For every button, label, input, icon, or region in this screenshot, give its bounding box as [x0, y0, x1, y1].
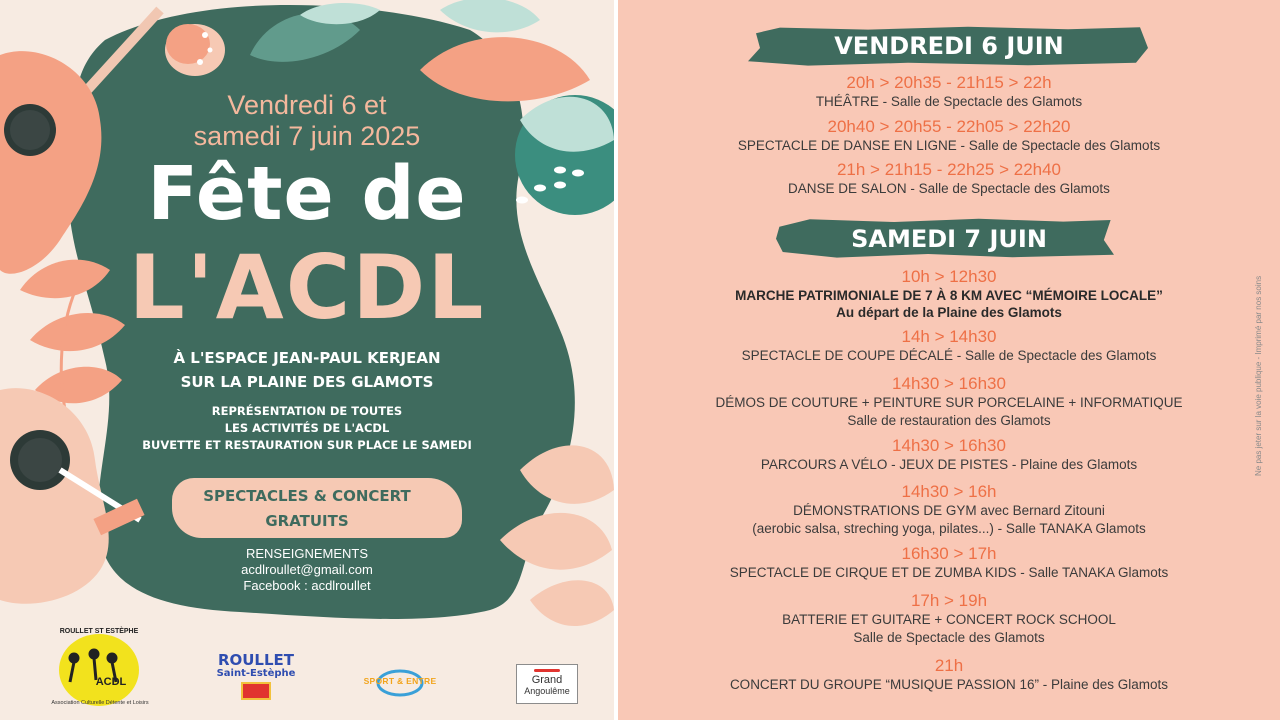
day2-title: SAMEDI 7 JUIN [851, 225, 1047, 253]
grand-logo-1: Grand [531, 674, 563, 686]
shield-icon [241, 682, 271, 700]
schedule-panel [618, 0, 1280, 720]
event-item [618, 116, 1280, 155]
event-time: 14h > 14h30 [901, 327, 997, 346]
activities-text [0, 403, 614, 454]
sport-logo-text: SPORT & ENTRE [363, 676, 437, 686]
event-time: 20h > 20h35 - 21h15 > 22h [846, 73, 1052, 92]
event-desc: DÉMONSTRATIONS DE GYM avec Bernard Zitouni [793, 503, 1105, 518]
date-line-1: Vendredi 6 et [227, 90, 387, 120]
sport-logo [348, 676, 452, 686]
event-desc: SPECTACLE DE DANSE EN LIGNE - Salle de Spectacle des Glamots [737, 138, 1161, 153]
spectacles-text [0, 484, 614, 534]
roullet-logo [216, 652, 296, 704]
event-item [618, 655, 1280, 694]
event-desc: DÉMOS DE COUTURE + PEINTURE SUR PORCELAINE + INFORMATIQUE [715, 395, 1183, 410]
event-desc: DANSE DE SALON - Salle de Spectacle des Glamots [788, 181, 1110, 196]
acdl-logo-arc: ROULLET ST ESTÈPHE [59, 628, 139, 635]
acdl-logo-sub: Association Culturelle Détente et Loisirs [51, 700, 149, 706]
swoosh-icon [534, 669, 560, 672]
event-time: 14h30 > 16h30 [892, 374, 1006, 393]
event-time: 16h30 > 17h [901, 544, 997, 563]
event-item [618, 543, 1280, 582]
vertical-note: Ne pas jeter sur la voie publique - Imprimé par nos soins [1254, 275, 1263, 476]
event-time: 21h [934, 656, 964, 675]
event-desc: SPECTACLE DE COUPE DÉCALÉ - Salle de Spectacle des Glamots [741, 348, 1157, 363]
title-line-1: Fête de [147, 151, 467, 237]
activities-line-1: REPRÉSENTATION DE TOUTES [211, 404, 403, 418]
event-item [618, 326, 1280, 365]
event-time: 14h30 > 16h30 [892, 436, 1006, 455]
spectacles-line-1: SPECTACLES & CONCERT [203, 487, 411, 505]
event-time: 10h > 12h30 [901, 267, 997, 286]
title-line-2: L'ACDL [128, 236, 486, 339]
event-time: 20h40 > 20h55 - 22h05 > 22h20 [827, 117, 1071, 136]
event-item [618, 373, 1280, 430]
event-desc-2: Salle de Spectacle des Glamots [853, 630, 1045, 645]
place-line-2: SUR LA PLAINE DES GLAMOTS [180, 373, 434, 391]
roullet-logo-sub: Saint-Estèphe [216, 668, 296, 679]
info-email: acdlroullet@gmail.com [241, 562, 373, 577]
date-line-2: samedi 7 juin 2025 [193, 121, 421, 151]
event-desc: BATTERIE ET GUITARE + CONCERT ROCK SCHOOL [782, 612, 1116, 627]
day1-title: VENDREDI 6 JUIN [834, 32, 1064, 60]
event-desc: MARCHE PATRIMONIALE DE 7 À 8 KM AVEC “MÉMOIRE LOCALE” [735, 288, 1163, 303]
activities-line-2: LES ACTIVITÉS DE L'ACDL [224, 421, 390, 435]
event-time: 17h > 19h [910, 591, 988, 610]
event-item [618, 481, 1280, 538]
grand-angouleme-logo [516, 664, 578, 704]
event-poster [0, 0, 614, 720]
event-desc-2: (aerobic salsa, streching yoga, pilates...) - Salle TANAKA Glamots [752, 521, 1146, 536]
spectacles-line-2: GRATUITS [265, 512, 349, 530]
event-desc-2: Salle de restauration des Glamots [847, 413, 1051, 428]
event-item [618, 266, 1280, 321]
event-item [618, 72, 1280, 111]
info-title: RENSEIGNEMENTS [245, 546, 369, 561]
event-item [618, 435, 1280, 474]
place-line-1: À L'ESPACE JEAN-PAUL KERJEAN [173, 349, 441, 367]
event-desc: CONCERT DU GROUPE “MUSIQUE PASSION 16” - Plaine des Glamots [729, 677, 1169, 692]
event-time: 14h30 > 16h [901, 482, 997, 501]
activities-line-3: BUVETTE ET RESTAURATION SUR PLACE LE SAMEDI [142, 438, 472, 452]
event-item [618, 159, 1280, 198]
acdl-logo-name: ACDL [95, 676, 127, 688]
contact-info [0, 546, 614, 594]
event-desc: THÉÂTRE - Salle de Spectacle des Glamots [815, 94, 1083, 109]
event-desc: PARCOURS A VÉLO - JEUX DE PISTES - Plaine des Glamots [760, 457, 1138, 472]
info-facebook: Facebook : acdlroullet [243, 578, 371, 593]
event-desc: SPECTACLE DE CIRQUE ET DE ZUMBA KIDS - Salle TANAKA Glamots [729, 565, 1169, 580]
roullet-logo-name: ROULLET [217, 651, 295, 669]
event-dates [0, 90, 614, 152]
event-item [618, 590, 1280, 647]
event-location [0, 346, 614, 394]
mushroom-icon [165, 24, 225, 76]
event-time: 21h > 21h15 - 22h25 > 22h40 [836, 160, 1062, 179]
event-desc-2: Au départ de la Plaine des Glamots [836, 305, 1062, 320]
grand-logo-2: Angoulême [524, 686, 570, 696]
